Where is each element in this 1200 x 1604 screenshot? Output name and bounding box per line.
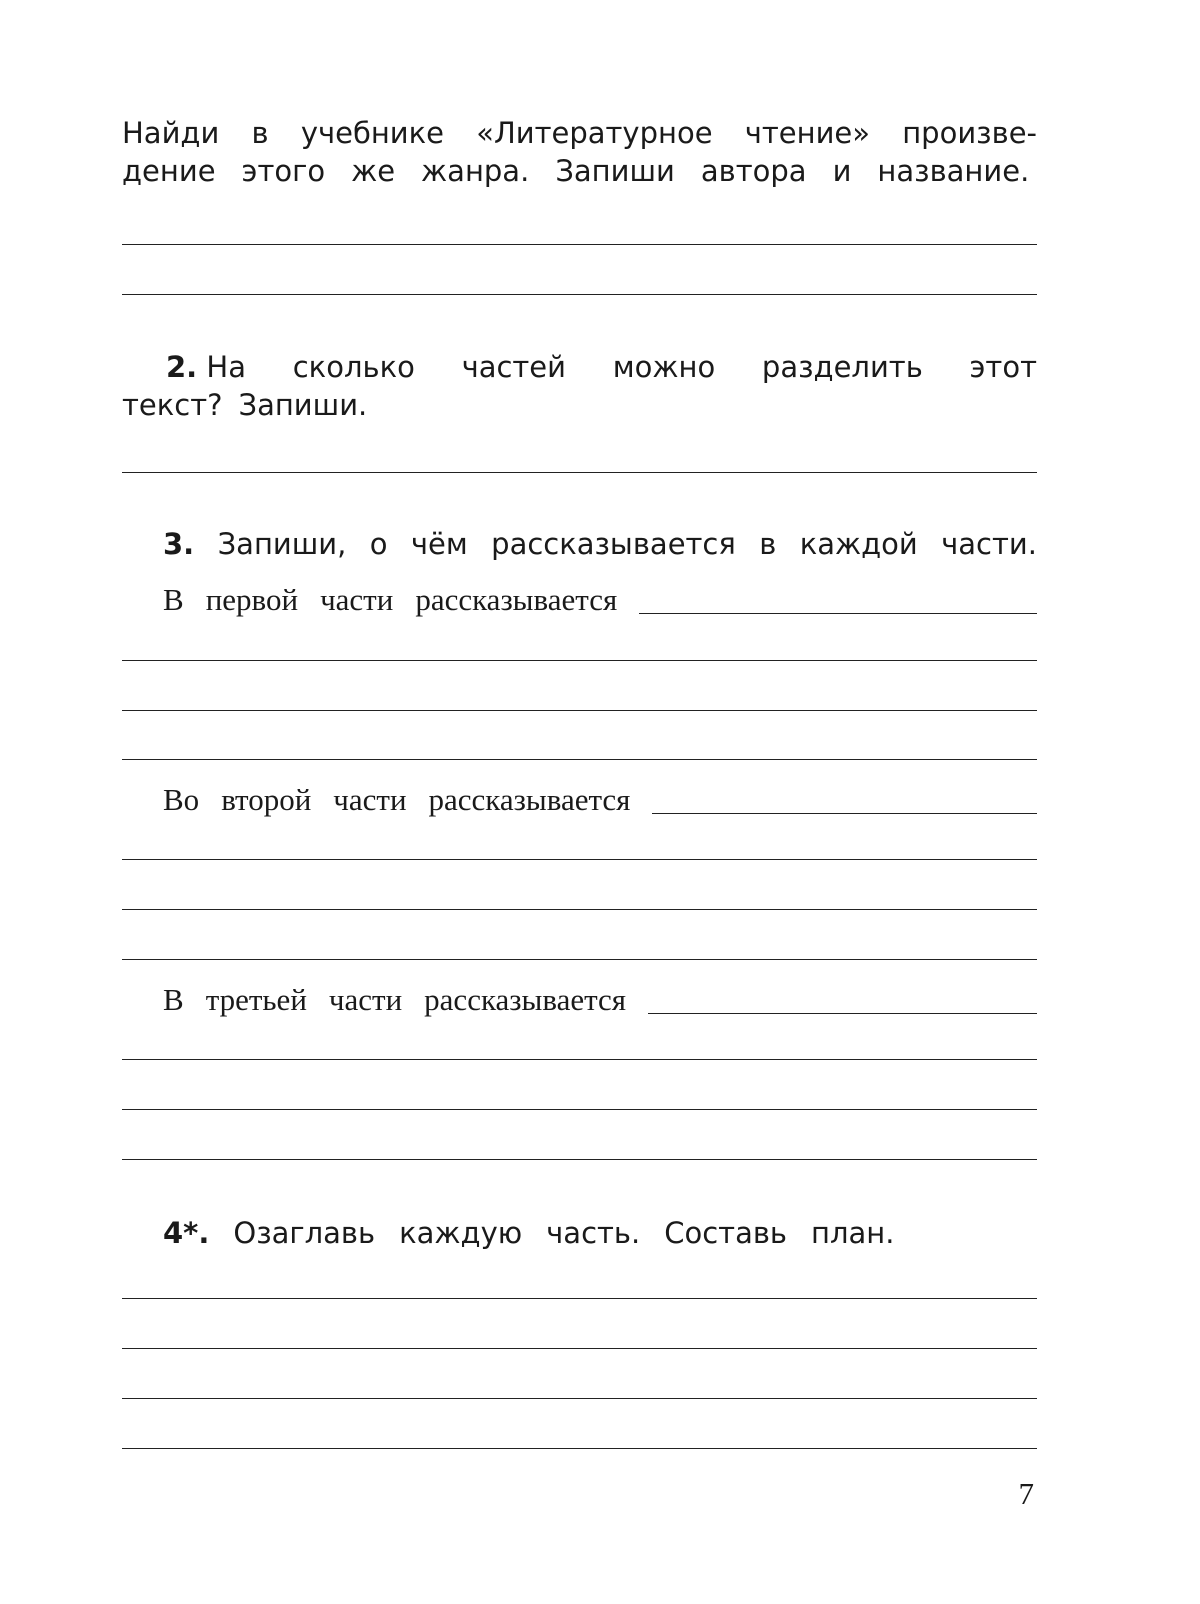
word: этого <box>241 154 326 188</box>
answer-line[interactable] <box>122 1159 1037 1160</box>
word: чём <box>410 527 468 561</box>
page-number: 7 <box>1018 1476 1034 1511</box>
word: рассказывается <box>491 527 736 561</box>
word: текст? <box>122 388 223 422</box>
task-number: 4*. <box>163 1216 210 1250</box>
word: Запиши. <box>238 388 368 422</box>
word: части. <box>941 527 1037 561</box>
word: же <box>351 154 396 188</box>
answer-line[interactable] <box>122 959 1037 960</box>
word: в <box>759 527 777 561</box>
word: каждую <box>399 1216 523 1250</box>
word: первой <box>205 582 299 617</box>
word: сколько <box>292 350 415 384</box>
word: части <box>328 982 403 1017</box>
answer-line[interactable] <box>122 759 1037 760</box>
answer-line[interactable] <box>122 1298 1037 1299</box>
word: каждой <box>799 527 918 561</box>
word: этот <box>969 350 1037 384</box>
intro-line-1 <box>122 116 1037 154</box>
word: части <box>333 782 407 817</box>
word: Запиши <box>555 154 675 188</box>
word: третьей <box>205 982 307 1017</box>
word: часть. <box>546 1216 641 1250</box>
word: рассказывается <box>415 582 618 617</box>
word: произве- <box>902 116 1037 150</box>
part-2-row <box>163 782 1037 818</box>
word: В <box>163 982 184 1017</box>
answer-line[interactable] <box>122 244 1037 245</box>
word: дение <box>122 154 216 188</box>
part-1-label <box>163 582 617 618</box>
task-2-line-1 <box>122 350 1037 388</box>
task-2-first <box>166 350 246 384</box>
answer-line[interactable] <box>122 710 1037 711</box>
word: «Литературное <box>476 116 713 150</box>
word: Озаглавь <box>233 1216 376 1250</box>
answer-line[interactable] <box>122 1448 1037 1449</box>
word: чтение» <box>744 116 871 150</box>
task-2-line-2 <box>122 388 1037 426</box>
word: частей <box>461 350 566 384</box>
answer-line[interactable] <box>122 859 1037 860</box>
answer-line[interactable] <box>648 1012 1037 1014</box>
part-1-row <box>163 582 1037 618</box>
task-4-line <box>163 1216 1037 1254</box>
task-3-line-1 <box>163 527 1037 565</box>
word: разделить <box>761 350 923 384</box>
answer-line[interactable] <box>122 472 1037 473</box>
answer-line[interactable] <box>122 660 1037 661</box>
task-2 <box>122 350 1037 426</box>
answer-line[interactable] <box>122 1059 1037 1060</box>
word: Во <box>163 782 200 817</box>
word: жанра. <box>421 154 530 188</box>
word: рассказывается <box>424 982 627 1017</box>
part-3-label <box>163 982 626 1018</box>
word: учебнике <box>300 116 445 150</box>
word: На <box>206 350 246 384</box>
word: автора <box>700 154 807 188</box>
answer-line[interactable] <box>122 294 1037 295</box>
intro-paragraph <box>122 116 1037 192</box>
word: части <box>320 582 394 617</box>
word: второй <box>221 782 312 817</box>
word: Найди <box>122 116 220 150</box>
task-number: 2. <box>166 350 198 384</box>
intro-line-2 <box>122 154 1037 192</box>
word: план. <box>811 1216 895 1250</box>
word: в <box>251 116 269 150</box>
word: В <box>163 582 184 617</box>
word: можно <box>612 350 716 384</box>
word: о <box>369 527 388 561</box>
word: Составь <box>664 1216 788 1250</box>
answer-line[interactable] <box>652 812 1037 814</box>
task-number: 3. <box>163 527 195 561</box>
answer-line[interactable] <box>122 1348 1037 1349</box>
word: рассказывается <box>428 782 631 817</box>
word: Запиши, <box>217 527 347 561</box>
answer-line[interactable] <box>122 1109 1037 1110</box>
answer-line[interactable] <box>639 612 1037 614</box>
task-4 <box>163 1216 1037 1254</box>
task-3 <box>163 527 1037 565</box>
part-3-row <box>163 982 1037 1018</box>
word: название. <box>877 154 1030 188</box>
word: и <box>832 154 852 188</box>
answer-line[interactable] <box>122 909 1037 910</box>
part-2-label <box>163 782 630 818</box>
answer-line[interactable] <box>122 1398 1037 1399</box>
